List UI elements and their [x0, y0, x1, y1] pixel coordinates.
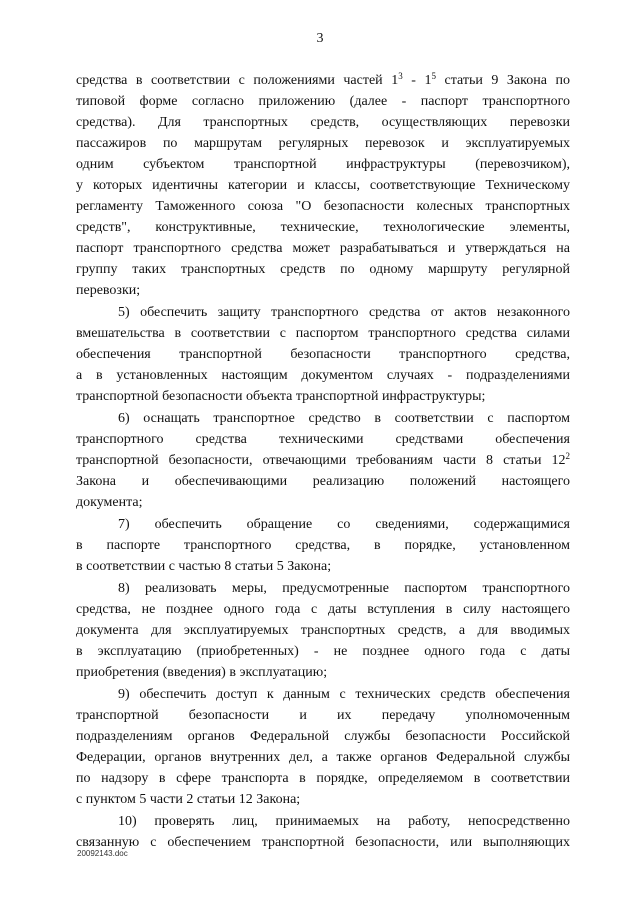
- text-line: транспортной безопасности, отвечающими требованиям части 8 статьи $12^2$: [76, 451, 570, 468]
- text-line: Закона и обеспечивающими реализацию положений настоящего: [76, 474, 570, 489]
- text-line: пассажиров по маршрутам регулярных перевозок и эксплуатируемых: [76, 136, 570, 151]
- text-line: по надзору в сфере транспорта в порядке, определяемом в соответствии: [76, 771, 570, 786]
- text-line: связанную с обеспечением транспортной безопасности, или выполняющих: [76, 835, 570, 850]
- list-item-8: 8) реализовать меры, предусмотренные паспортом транспортного: [118, 581, 570, 596]
- text-line: одним субъектом транспортной инфраструктуры (перевозчиком),: [76, 157, 570, 172]
- text-line: группу таких транспортных средств по одному маршруту регулярной: [76, 262, 570, 277]
- list-item-6: 6) оснащать транспортное средство в соответствии с паспортом: [118, 411, 570, 426]
- list-item-7: 7) обеспечить обращение со сведениями, содержащимися: [118, 517, 570, 532]
- text-line: регламенту Таможенного союза "О безопасности колесных транспортных: [76, 199, 570, 214]
- list-item-10: 10) проверять лиц, принимаемых на работу, непосредственно: [118, 814, 570, 829]
- text-line: а в установленных настоящим документом случаях - подразделениями: [76, 368, 570, 383]
- text-line: документа для эксплуатируемых транспортных средств, а для вводимых: [76, 623, 570, 638]
- page-number: 3: [316, 31, 324, 46]
- text-line: подразделениям органов Федеральной службы безопасности Российской: [76, 729, 570, 744]
- text-line: приобретения (введения) в эксплуатацию;: [76, 665, 328, 680]
- text-line: транспортной безопасности объекта транспортной инфраструктуры;: [76, 389, 486, 404]
- text-line: с пунктом 5 части 2 статьи 12 Закона;: [76, 792, 301, 807]
- text-line: вмешательства в соответствии с паспортом транспортного средства силами: [76, 326, 570, 341]
- text-line: средств", конструктивные, технические, технологические элементы,: [76, 220, 570, 235]
- text-line: у которых идентичны категории и классы, соответствующие Техническому: [76, 178, 570, 193]
- text-line: типовой форме согласно приложению (далее - паспорт транспортного: [76, 94, 570, 109]
- text-line: документа;: [76, 495, 143, 510]
- text-line: Федерации, органов внутренних дел, а также органов Федеральной службы: [76, 750, 570, 765]
- text-line: средства в соответствии с положениями частей $1^3 - 1^5$ статьи 9 Закона по: [76, 71, 570, 88]
- list-item-9: 9) обеспечить доступ к данным с технических средств обеспечения: [118, 687, 570, 702]
- document-filename: 20092143.doc: [77, 849, 128, 858]
- text-line: в эксплуатацию (приобретенных) - не позднее одного года с даты: [76, 644, 570, 659]
- text-line: средства). Для транспортных средств, осуществляющих перевозки: [76, 115, 570, 130]
- text-line: в паспорте транспортного средства, в порядке, установленном: [76, 538, 570, 553]
- text-line: обеспечения транспортной безопасности транспортного средства,: [76, 347, 570, 362]
- list-item-5: 5) обеспечить защиту транспортного средства от актов незаконного: [118, 305, 570, 320]
- text-line: средства, не позднее одного года с даты вступления в силу настоящего: [76, 602, 570, 617]
- text-line: транспортного средства техническими средствами обеспечения: [76, 432, 570, 447]
- text-line: в соответствии с частью 8 статьи 5 Закона;: [76, 559, 332, 574]
- text-line: перевозки;: [76, 283, 141, 298]
- text-line: паспорт транспортного средства может разрабатываться и утверждаться на: [76, 241, 570, 256]
- text-line: транспортной безопасности и их передачу уполномоченным: [76, 708, 570, 723]
